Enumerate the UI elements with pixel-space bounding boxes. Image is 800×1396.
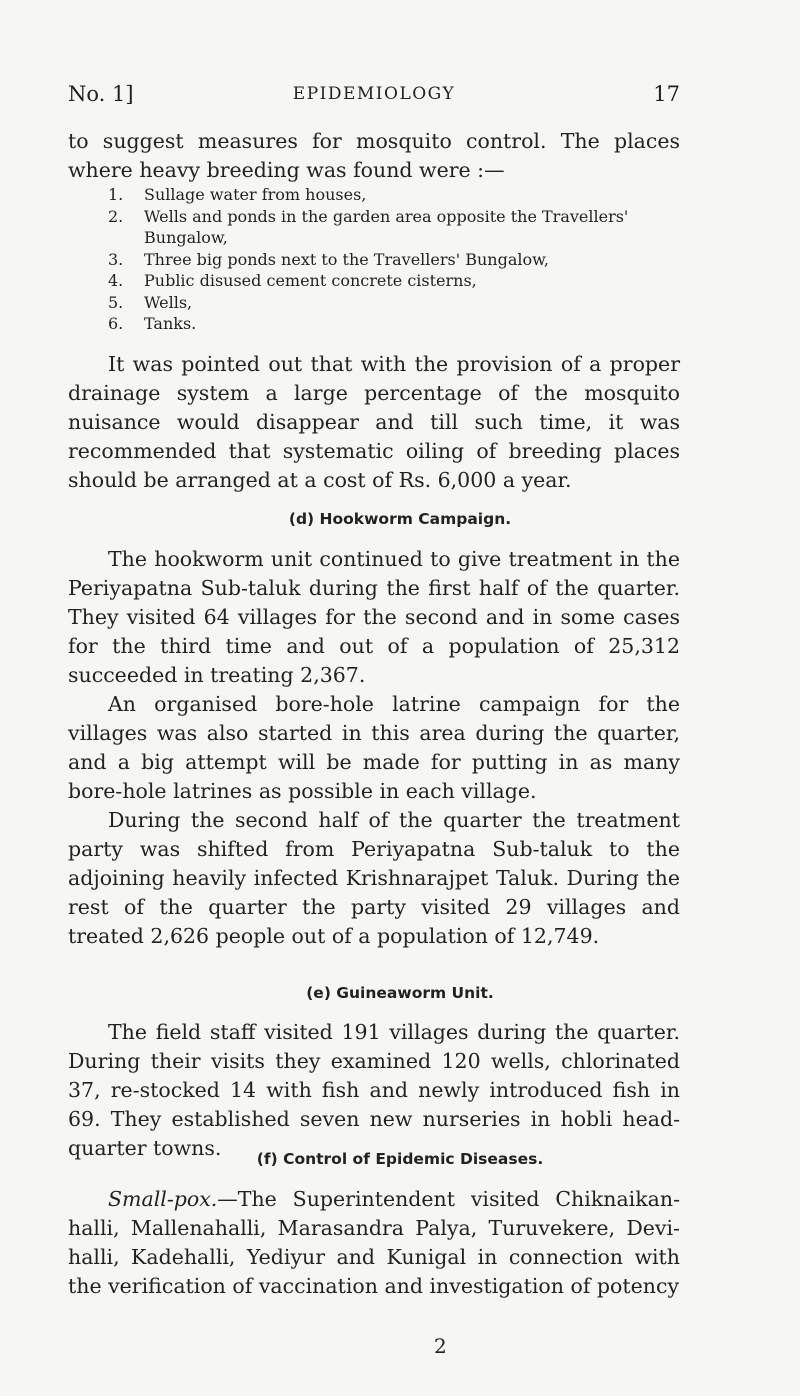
heading-epidemic-control: (f) Control of Epidemic Diseases. (256, 1150, 544, 1168)
drainage-text: It was pointed out that with the provision of a proper drainage system a large percentage of the mosquito nuisance would disappear and till such time, it was recommended that systematic oiling of breeding places should be arranged at a cost of Rs. 6,000 a year. (68, 352, 680, 492)
footer-page-number: 2 (434, 1334, 447, 1358)
list-text: Public disused cement concrete cisterns, (144, 271, 477, 290)
drainage-paragraph (68, 350, 680, 495)
intro-text: to suggest measures for mosquito control. The places where heavy breeding was found were :— (68, 129, 680, 182)
page-number: 17 (653, 82, 680, 106)
list-number: 6. (108, 314, 124, 333)
list-number: 1. (108, 185, 124, 204)
hookworm-paragraph: The hookworm unit continued to give treatment in the Periyapatna Sub-taluk during the first half of the quarter. They visited 64 villages for the second and in some cases for the third time and out of a population of 25,312 succeeded in treating 2,367. (68, 547, 680, 687)
list-number: 4. (108, 271, 124, 290)
hookworm-paragraph: An organised bore-hole latrine campaign for the villages was also started in this area during the quarter, and a big attempt will be made for putting in as many bore-hole latrines as possible in each village. (68, 692, 680, 803)
list-text: Wells, (144, 292, 193, 312)
intro-paragraph (68, 127, 680, 185)
list-text: Three big ponds next to the Travellers' Bungalow, (144, 249, 549, 269)
list-number: 3. (108, 249, 124, 269)
list-text: Wells and ponds in the garden area opposite the Travellers' Bungalow, (144, 206, 629, 247)
breeding-places-list (108, 184, 688, 335)
list-item (108, 313, 688, 335)
heading-hookworm: (d) Hookworm Campaign. (288, 510, 512, 528)
guineaworm-paragraph (68, 1018, 680, 1163)
smallpox-paragraph (68, 1185, 680, 1301)
smallpox-text (68, 1185, 680, 1301)
smallpox-body: —The Superintendent visited Chiknaikan-halli, Mallenahalli, Marasandra Palya, Turuvekere, Devi-halli, Kadehalli, Yediyur and Kunigal in connection with the verification of vaccination and investigation of potency (68, 1187, 680, 1298)
list-item (108, 249, 688, 271)
hookworm-paragraph: During the second half of the quarter the treatment party was shifted from Periyapatna Sub-taluk to the adjoining heavily infected Krishnarajpet Taluk. During the rest of the quarter the party visited 29 villages and treated 2,626 people out of a population of 12,749. (68, 808, 680, 948)
list-item (108, 292, 688, 314)
guineaworm-text: The field staff visited 191 villages during the quarter. During their visits they examined 120 wells, chlorinated 37, re-stocked 14 with fish and newly introduced fish in 69. They established seven new nurseries in hobli head-quarter towns. (68, 1020, 680, 1160)
smallpox-label: Small-pox. (108, 1187, 218, 1211)
list-text: Sullage water from houses, (144, 185, 367, 204)
section-title: EPIDEMIOLOGY (292, 84, 456, 104)
list-number: 5. (108, 292, 124, 312)
list-item (108, 270, 688, 292)
heading-guineaworm: (e) Guineaworm Unit. (306, 984, 494, 1002)
hookworm-section (68, 545, 680, 951)
running-header (68, 82, 680, 112)
list-item (108, 184, 688, 206)
list-text: Tanks. (144, 314, 197, 333)
issue-number: No. 1] (68, 82, 134, 106)
list-number: 2. (108, 206, 124, 226)
list-item (108, 206, 688, 249)
